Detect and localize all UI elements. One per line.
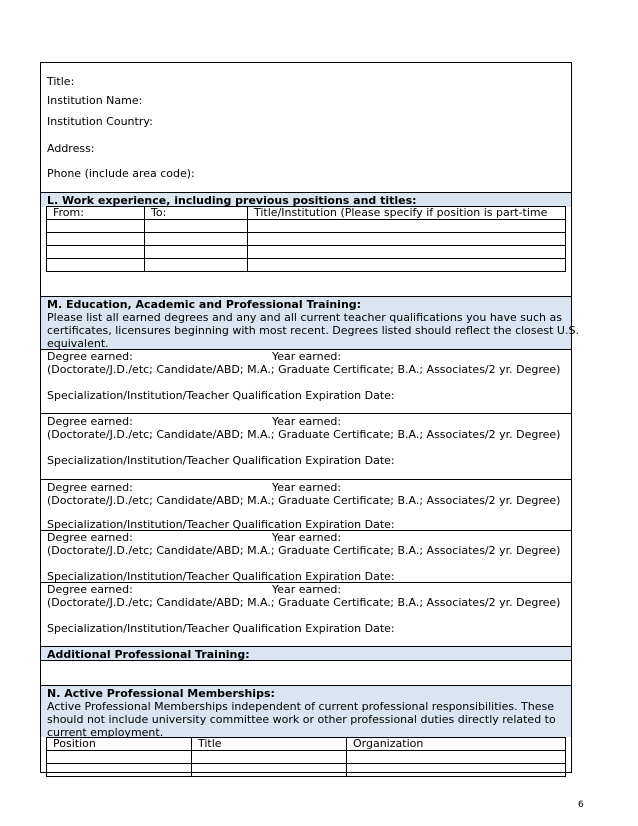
table-cell[interactable]	[145, 233, 248, 246]
table-cell[interactable]	[347, 764, 566, 777]
year-earned-label: Year earned:	[272, 481, 342, 494]
section-n-instructions-1: Active Professional Memberships independent of current professional responsibilities. These	[47, 700, 555, 713]
section-m-heading: M. Education, Academic and Professional Training:	[47, 298, 362, 311]
work-experience-table	[46, 206, 566, 272]
divider	[40, 660, 572, 661]
section-n-instructions-2: should not include university committee work or other professional duties directly related to	[47, 713, 556, 726]
degree-options: (Doctorate/J.D./etc; Candidate/ABD; M.A.; Graduate Certificate; B.A.; Associates/2 yr. Degree)	[47, 544, 561, 557]
degree-options: (Doctorate/J.D./etc; Candidate/ABD; M.A.; Graduate Certificate; B.A.; Associates/2 yr. Degree)	[47, 494, 561, 507]
column-header-from: From:	[47, 207, 145, 220]
page-number: 6	[578, 800, 584, 810]
specialization-label: Specialization/Institution/Teacher Qualification Expiration Date:	[47, 518, 395, 531]
column-header-organization: Organization	[347, 738, 566, 751]
table-cell[interactable]	[347, 751, 566, 764]
column-header-title: Title	[192, 738, 347, 751]
column-header-to: To:	[145, 207, 248, 220]
table-cell[interactable]	[47, 220, 145, 233]
table-row	[47, 233, 566, 246]
table-cell[interactable]	[248, 246, 566, 259]
table-cell[interactable]	[192, 764, 347, 777]
degree-options: (Doctorate/J.D./etc; Candidate/ABD; M.A.; Graduate Certificate; B.A.; Associates/2 yr. Degree)	[47, 363, 561, 376]
specialization-label: Specialization/Institution/Teacher Qualification Expiration Date:	[47, 622, 395, 635]
memberships-table	[46, 737, 566, 777]
section-n-heading: N. Active Professional Memberships:	[47, 687, 275, 700]
degree-earned-label: Degree earned:	[47, 531, 133, 544]
year-earned-label: Year earned:	[272, 415, 342, 428]
table-cell[interactable]	[47, 764, 192, 777]
table-cell[interactable]	[248, 259, 566, 272]
table-row	[47, 764, 566, 777]
section-l-heading: L. Work experience, including previous positions and titles:	[47, 194, 417, 207]
table-row	[47, 751, 566, 764]
table-cell[interactable]	[145, 220, 248, 233]
specialization-label: Specialization/Institution/Teacher Qualification Expiration Date:	[47, 454, 395, 467]
column-header-position: Position	[47, 738, 192, 751]
institution-country-label: Institution Country:	[47, 115, 153, 128]
table-cell[interactable]	[47, 751, 192, 764]
institution-name-label: Institution Name:	[47, 94, 143, 107]
specialization-label: Specialization/Institution/Teacher Qualification Expiration Date:	[47, 389, 395, 402]
section-m-instructions-1: Please list all earned degrees and any and all current teacher qualifications you have such as	[47, 311, 562, 324]
table-cell[interactable]	[248, 233, 566, 246]
year-earned-label: Year earned:	[272, 350, 342, 363]
year-earned-label: Year earned:	[272, 583, 342, 596]
table-row	[47, 259, 566, 272]
degree-earned-label: Degree earned:	[47, 583, 133, 596]
column-header-title-institution: Title/Institution (Please specify if position is part-time	[248, 207, 566, 220]
divider	[40, 479, 572, 480]
table-cell[interactable]	[248, 220, 566, 233]
divider	[40, 413, 572, 414]
degree-options: (Doctorate/J.D./etc; Candidate/ABD; M.A.; Graduate Certificate; B.A.; Associates/2 yr. Degree)	[47, 596, 561, 609]
table-row	[47, 220, 566, 233]
table-row	[47, 246, 566, 259]
section-n-instructions-3: current employment.	[47, 726, 164, 739]
table-cell[interactable]	[47, 233, 145, 246]
address-label: Address:	[47, 142, 95, 155]
table-header-row	[47, 738, 566, 751]
table-cell[interactable]	[47, 246, 145, 259]
year-earned-label: Year earned:	[272, 531, 342, 544]
specialization-label: Specialization/Institution/Teacher Qualification Expiration Date:	[47, 570, 395, 583]
table-header-row	[47, 207, 566, 220]
table-cell[interactable]	[47, 259, 145, 272]
degree-earned-label: Degree earned:	[47, 350, 133, 363]
degree-options: (Doctorate/J.D./etc; Candidate/ABD; M.A.; Graduate Certificate; B.A.; Associates/2 yr. Degree)	[47, 428, 561, 441]
title-label: Title:	[47, 75, 75, 88]
degree-earned-label: Degree earned:	[47, 415, 133, 428]
section-m-instructions-3: equivalent.	[47, 337, 109, 350]
additional-training-heading: Additional Professional Training:	[47, 648, 250, 661]
section-m-instructions-2: certificates, licensures beginning with most recent. Degrees listed should reflect the closest U.S.	[47, 324, 579, 337]
table-cell[interactable]	[145, 259, 248, 272]
table-cell[interactable]	[192, 751, 347, 764]
phone-label: Phone (include area code):	[47, 167, 195, 180]
table-cell[interactable]	[145, 246, 248, 259]
degree-earned-label: Degree earned:	[47, 481, 133, 494]
